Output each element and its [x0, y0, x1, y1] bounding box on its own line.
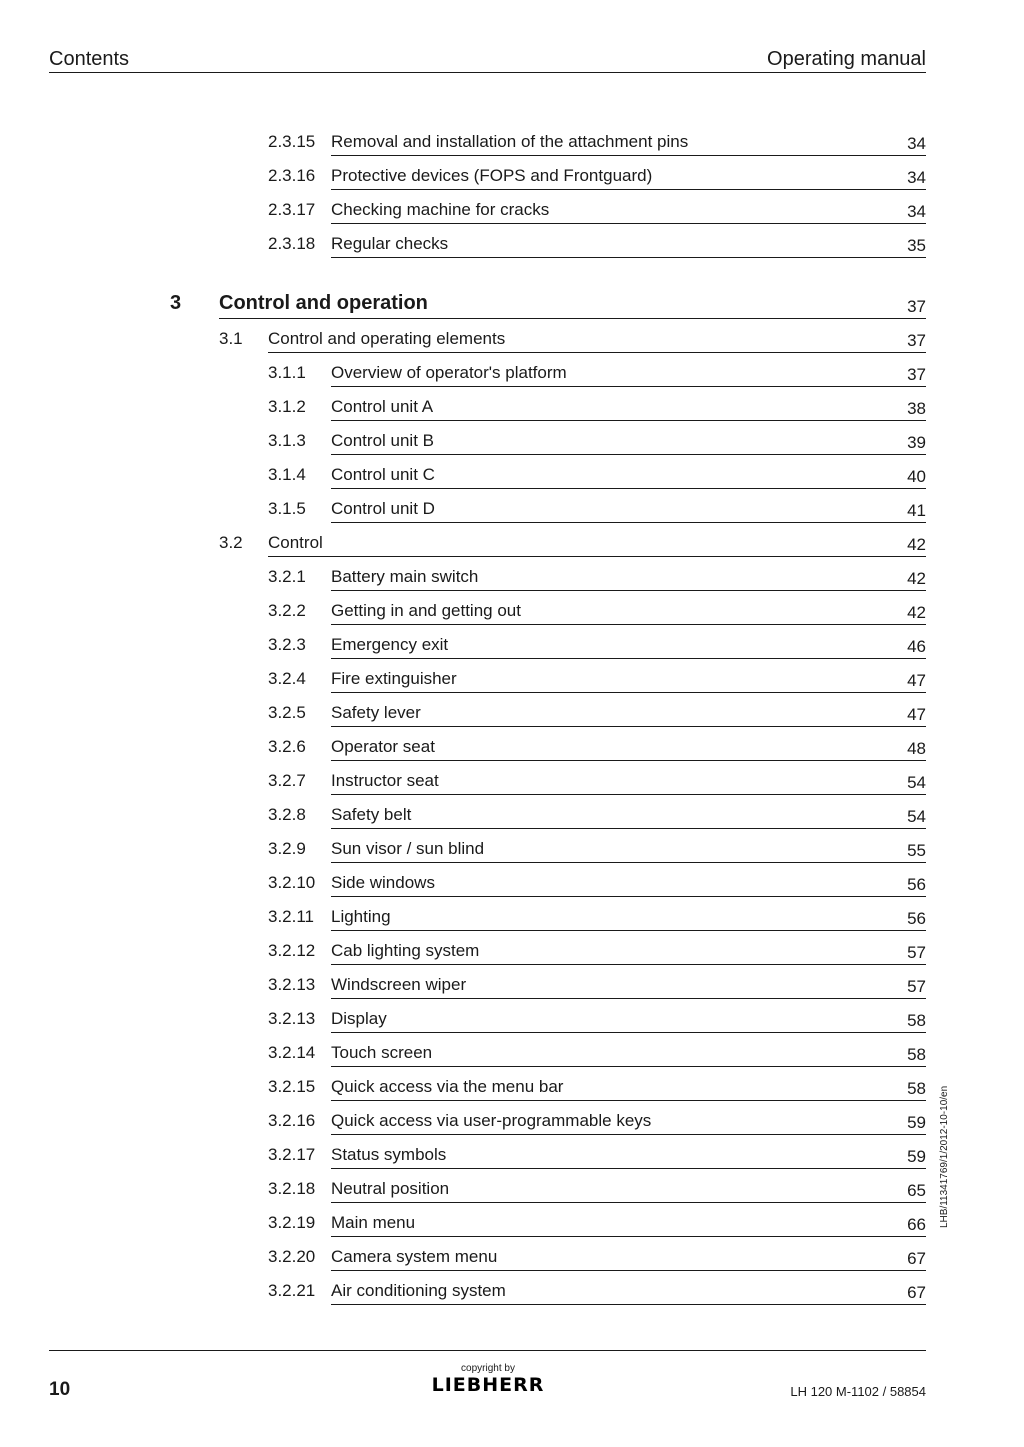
toc-entry-rule: [331, 522, 926, 523]
toc-entry-page: 59: [907, 1113, 926, 1132]
toc-entry-title: Instructor seat: [331, 771, 439, 790]
toc-entry-number: 3.2.7: [268, 771, 306, 790]
toc-entry-title: Checking machine for cracks: [331, 200, 550, 219]
toc-entry-title: Display: [331, 1009, 387, 1028]
toc-entry-rule: [331, 1134, 926, 1135]
toc-subsection[interactable]: [0, 1277, 1024, 1311]
toc-subsection[interactable]: [0, 903, 1024, 937]
toc-entry-page: 40: [907, 467, 926, 486]
toc-entry-rule: [331, 590, 926, 591]
toc-entry-rule: [331, 930, 926, 931]
toc-entry-page: 56: [907, 875, 926, 894]
toc-entry-title: Control unit A: [331, 397, 434, 416]
toc-subsection[interactable]: [0, 665, 1024, 699]
toc-entry-number: 3.2.9: [268, 839, 306, 858]
toc-entry-page: 42: [907, 569, 926, 588]
toc-entry-rule: [331, 828, 926, 829]
toc-entry-title: Getting in and getting out: [331, 601, 521, 620]
toc-entry-number: 3.2.13: [268, 1009, 316, 1028]
toc-subsection[interactable]: [0, 128, 1024, 162]
toc-entry-rule: [331, 155, 926, 156]
toc-entry-number: 2.3.16: [268, 166, 316, 185]
toc-entry-page: 34: [907, 202, 926, 221]
toc-subsection[interactable]: [0, 563, 1024, 597]
toc-entry-rule: [331, 624, 926, 625]
toc-entry-title: Safety belt: [331, 805, 412, 824]
toc-entry-page: 34: [907, 168, 926, 187]
toc-subsection[interactable]: [0, 1039, 1024, 1073]
toc-entry-page: 48: [907, 739, 926, 758]
toc-subsection[interactable]: [0, 230, 1024, 264]
toc-entry-page: 57: [907, 977, 926, 996]
toc-entry-rule: [331, 454, 926, 455]
toc-entry-number: 3.2.6: [268, 737, 306, 756]
toc-entry-title: Control unit C: [331, 465, 435, 484]
toc-entry-number: 3.2.15: [268, 1077, 316, 1096]
toc-entry-number: 3.1: [219, 329, 243, 348]
toc-entry-number: 2.3.17: [268, 200, 316, 219]
toc-subsection[interactable]: [0, 162, 1024, 196]
toc-entry-title: Lighting: [331, 907, 391, 926]
toc-subsection[interactable]: [0, 631, 1024, 665]
toc-entry-rule: [331, 1304, 926, 1305]
toc-entry-page: 66: [907, 1215, 926, 1234]
toc-entry-rule: [331, 658, 926, 659]
toc-entry-rule: [331, 896, 926, 897]
toc-entry-number: 3.2.2: [268, 601, 306, 620]
toc-entry-title: Control unit B: [331, 431, 434, 450]
toc-subsection[interactable]: [0, 835, 1024, 869]
toc-entry-rule: [268, 352, 926, 353]
toc-entry-number: 3.2.4: [268, 669, 306, 688]
toc-subsection[interactable]: [0, 1005, 1024, 1039]
document-code: LH 120 M-1102 / 58854: [790, 1384, 926, 1399]
toc-entry-title: Fire extinguisher: [331, 669, 457, 688]
toc-entry-rule: [268, 556, 926, 557]
toc-entry-rule: [331, 257, 926, 258]
toc-entry-number: 3.2.10: [268, 873, 316, 892]
toc-entry-title: Operator seat: [331, 737, 435, 756]
page-number: 10: [49, 1379, 71, 1400]
toc-subsection[interactable]: [0, 427, 1024, 461]
toc-entry-page: 37: [907, 365, 926, 384]
toc-entry-rule: [331, 386, 926, 387]
toc-entry-page: 54: [907, 807, 926, 826]
toc-subsection[interactable]: [0, 196, 1024, 230]
toc-entry-title: Sun visor / sun blind: [331, 839, 485, 858]
toc-entry-page: 58: [907, 1079, 926, 1098]
toc-entry-number: 2.3.15: [268, 132, 316, 151]
toc-entry-page: 58: [907, 1045, 926, 1064]
toc-entry-number: 3.2.5: [268, 703, 306, 722]
toc-entry-number: 3.2.16: [268, 1111, 316, 1130]
toc-entry-page: 41: [907, 501, 926, 520]
toc-entry-number: 3.2.3: [268, 635, 306, 654]
toc-subsection[interactable]: [0, 869, 1024, 903]
toc-entry-number: 3.2.21: [268, 1281, 316, 1300]
toc-entry-title: Safety lever: [331, 703, 421, 722]
toc-subsection[interactable]: [0, 597, 1024, 631]
toc-entry-rule: [331, 1032, 926, 1033]
footer-divider: [49, 1350, 926, 1351]
toc-entry-page: 67: [907, 1283, 926, 1302]
toc-subsection[interactable]: [0, 971, 1024, 1005]
toc-entry-page: 65: [907, 1181, 926, 1200]
toc-entry-rule: [331, 1236, 926, 1237]
toc-entry-rule: [331, 1100, 926, 1101]
toc-entry-title: Overview of operator's platform: [331, 363, 567, 382]
toc-entry-rule: [331, 488, 926, 489]
toc-entry-number: 3.1.3: [268, 431, 306, 450]
toc-entry-title: Camera system menu: [331, 1247, 498, 1266]
toc-entry-rule: [331, 223, 926, 224]
toc-subsection[interactable]: [0, 1107, 1024, 1141]
toc-entry-number: 3.2.14: [268, 1043, 316, 1062]
toc-entry-number: 3.2.18: [268, 1179, 316, 1198]
toc-entry-number: 3.2.11: [268, 907, 315, 926]
toc-entry-page: 38: [907, 399, 926, 418]
toc-subsection[interactable]: [0, 767, 1024, 801]
toc-entry-title: Quick access via the menu bar: [331, 1077, 564, 1096]
toc-entry-title: Cab lighting system: [331, 941, 480, 960]
toc-entry-title: Control unit D: [331, 499, 435, 518]
toc-entry-page: 34: [907, 134, 926, 153]
toc-entry-title: Touch screen: [331, 1043, 433, 1062]
toc-entry-page: 39: [907, 433, 926, 452]
toc-subsection[interactable]: [0, 1073, 1024, 1107]
toc-entry-page: 46: [907, 637, 926, 656]
toc-entry-page: 47: [907, 671, 926, 690]
toc-entry-rule: [331, 760, 926, 761]
toc-entry-rule: [331, 1168, 926, 1169]
toc-entry-title: Windscreen wiper: [331, 975, 467, 994]
header-divider: [49, 72, 926, 73]
toc-entry-title: Side windows: [331, 873, 435, 892]
toc-entry-page: 37: [907, 297, 926, 316]
toc-entry-title: Control and operating elements: [268, 329, 506, 348]
toc-entry-rule: [331, 1066, 926, 1067]
toc-subsection[interactable]: [0, 1175, 1024, 1209]
toc-subsection[interactable]: [0, 461, 1024, 495]
toc-entry-rule: [219, 318, 926, 319]
toc-entry-rule: [331, 964, 926, 965]
toc-subsection[interactable]: [0, 1243, 1024, 1277]
toc-entry-page: 67: [907, 1249, 926, 1268]
toc-entry-title: Battery main switch: [331, 567, 479, 586]
toc-entry-rule: [331, 1202, 926, 1203]
toc-entry-title: Quick access via user-programmable keys: [331, 1111, 652, 1130]
toc-entry-number: 3.2.1: [268, 567, 306, 586]
toc-entry-page: 56: [907, 909, 926, 928]
toc-entry-title: Control and operation: [219, 292, 428, 314]
toc-entry-page: 42: [907, 603, 926, 622]
liebherr-logo: LIEBHERR: [431, 1374, 545, 1396]
toc-entry-rule: [331, 998, 926, 999]
toc-entry-number: 3.2.13: [268, 975, 316, 994]
copyright-notice: copyright by: [461, 1363, 515, 1374]
toc-entry-title: Regular checks: [331, 234, 449, 253]
toc-entry-title: Control: [268, 533, 323, 552]
toc-entry-number: 3.2.20: [268, 1247, 316, 1266]
toc-entry-page: 37: [907, 331, 926, 350]
toc-entry-number: 2.3.18: [268, 234, 316, 253]
toc-entry-rule: [331, 726, 926, 727]
toc-subsection[interactable]: [0, 1141, 1024, 1175]
toc-entry-title: Air conditioning system: [331, 1281, 506, 1300]
toc-entry-page: 54: [907, 773, 926, 792]
toc-entry-title: Status symbols: [331, 1145, 447, 1164]
toc-entry-number: 3.2.17: [268, 1145, 316, 1164]
toc-subsection[interactable]: [0, 1209, 1024, 1243]
toc-entry-title: Protective devices (FOPS and Frontguard): [331, 166, 653, 185]
toc-entry-title: Neutral position: [331, 1179, 450, 1198]
header-section-title: Contents: [49, 48, 130, 70]
toc-entry-page: 59: [907, 1147, 926, 1166]
toc-section[interactable]: [0, 325, 1024, 359]
toc-entry-number: 3.2.19: [268, 1213, 316, 1232]
toc-subsection[interactable]: [0, 699, 1024, 733]
toc-entry-number: 3.1.4: [268, 465, 306, 484]
toc-entry-number: 3.1.5: [268, 499, 306, 518]
toc-entry-page: 57: [907, 943, 926, 962]
toc-entry-page: 58: [907, 1011, 926, 1030]
toc-entry-number: 3.2.8: [268, 805, 306, 824]
toc-entry-page: 55: [907, 841, 926, 860]
toc-subsection[interactable]: [0, 495, 1024, 529]
toc-entry-rule: [331, 189, 926, 190]
toc-section[interactable]: [0, 529, 1024, 563]
toc-entry-title: Emergency exit: [331, 635, 449, 654]
document-id: LHB/11341769/1/2012-10-10/en: [939, 1085, 950, 1228]
toc-subsection[interactable]: [0, 393, 1024, 427]
toc-chapter[interactable]: [0, 291, 1024, 325]
toc-entry-number: 3.2.12: [268, 941, 316, 960]
toc-entry-page: 47: [907, 705, 926, 724]
header-manual-title: Operating manual: [767, 48, 926, 70]
toc-subsection[interactable]: [0, 733, 1024, 767]
toc-entry-page: 42: [907, 535, 926, 554]
toc-entry-number: 3.1.1: [268, 363, 306, 382]
toc-entry-page: 35: [907, 236, 926, 255]
toc-entry-rule: [331, 1270, 926, 1271]
toc-entry-rule: [331, 794, 926, 795]
toc-entry-rule: [331, 692, 926, 693]
toc-entry-title: Removal and installation of the attachment pins: [331, 132, 689, 151]
toc-entry-number: 3.1.2: [268, 397, 306, 416]
toc-entry-number: 3: [170, 292, 182, 314]
toc-subsection[interactable]: [0, 801, 1024, 835]
toc-entry-title: Main menu: [331, 1213, 416, 1232]
toc-subsection[interactable]: [0, 937, 1024, 971]
toc-entry-rule: [331, 420, 926, 421]
toc-entry-number: 3.2: [219, 533, 243, 552]
toc-entry-rule: [331, 862, 926, 863]
toc-subsection[interactable]: [0, 359, 1024, 393]
